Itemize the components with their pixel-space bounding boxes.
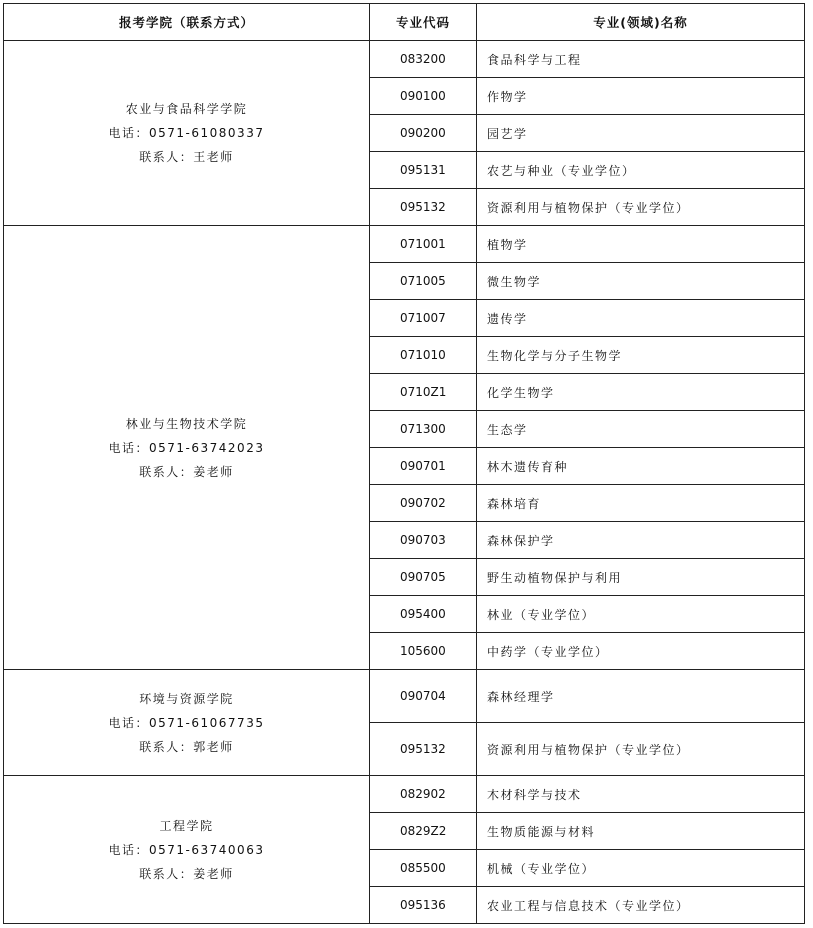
college-contact: 联系人：姜老师	[139, 464, 234, 479]
major-name: 森林保护学	[477, 522, 805, 559]
college-phone: 电话：0571-63740063	[108, 842, 265, 857]
college-college: 工程学院	[159, 818, 214, 833]
college-college: 农业与食品科学学院	[125, 102, 248, 116]
college-contact: 联系人：郭老师	[139, 739, 234, 754]
major-code: 095131	[370, 152, 477, 189]
major-name: 遗传学	[477, 300, 805, 337]
college-phone: 电话：0571-61080337	[108, 126, 265, 140]
major-name: 木材科学与技术	[477, 776, 805, 813]
major-code: 095132	[370, 189, 477, 226]
major-name: 植物学	[477, 226, 805, 263]
college-cell	[4, 226, 370, 670]
major-code: 071007	[370, 300, 477, 337]
major-code: 071001	[370, 226, 477, 263]
college-contact: 联系人：姜老师	[139, 866, 234, 881]
programs-table	[3, 3, 805, 924]
major-name: 生态学	[477, 411, 805, 448]
major-code: 090704	[370, 670, 477, 723]
major-name: 生物质能源与材料	[477, 813, 805, 850]
major-code: 090701	[370, 448, 477, 485]
major-name: 园艺学	[477, 115, 805, 152]
major-code: 085500	[370, 850, 477, 887]
major-code: 090200	[370, 115, 477, 152]
major-name: 作物学	[477, 78, 805, 115]
major-name: 林木遗传育种	[477, 448, 805, 485]
major-name: 野生动植物保护与利用	[477, 559, 805, 596]
college-college: 环境与资源学院	[139, 691, 234, 706]
major-code: 090703	[370, 522, 477, 559]
major-name: 食品科学与工程	[477, 41, 805, 78]
college-contact: 联系人：王老师	[139, 150, 234, 164]
table-row	[4, 670, 805, 723]
college-phone: 电话：0571-61067735	[108, 715, 265, 730]
major-code: 090702	[370, 485, 477, 522]
major-name: 森林经理学	[477, 670, 805, 723]
major-code: 0710Z1	[370, 374, 477, 411]
major-code: 0829Z2	[370, 813, 477, 850]
major-code: 095136	[370, 887, 477, 924]
major-name: 微生物学	[477, 263, 805, 300]
header-code: 专业代码	[370, 4, 477, 41]
college-cell	[4, 670, 370, 776]
major-name: 化学生物学	[477, 374, 805, 411]
major-name: 农艺与种业（专业学位）	[477, 152, 805, 189]
major-name: 机械（专业学位）	[477, 850, 805, 887]
major-code: 095400	[370, 596, 477, 633]
college-phone: 电话：0571-63742023	[108, 440, 265, 455]
table-row	[4, 41, 805, 78]
major-code: 090705	[370, 559, 477, 596]
table-body	[4, 41, 805, 924]
major-name: 生物化学与分子生物学	[477, 337, 805, 374]
college-college: 林业与生物技术学院	[125, 416, 248, 431]
major-code: 071005	[370, 263, 477, 300]
header-college: 报考学院（联系方式）	[4, 4, 370, 41]
college-cell	[4, 776, 370, 924]
major-code: 095132	[370, 723, 477, 776]
major-code: 090100	[370, 78, 477, 115]
major-code: 071300	[370, 411, 477, 448]
table-row	[4, 226, 805, 263]
college-cell	[4, 41, 370, 226]
header-name: 专业(领域)名称	[477, 4, 805, 41]
major-code: 071010	[370, 337, 477, 374]
major-code: 082902	[370, 776, 477, 813]
table-header-row	[4, 4, 805, 41]
table-row	[4, 776, 805, 813]
major-name: 资源利用与植物保护（专业学位）	[477, 189, 805, 226]
major-name: 林业（专业学位）	[477, 596, 805, 633]
major-name: 森林培育	[477, 485, 805, 522]
major-code: 105600	[370, 633, 477, 670]
major-name: 农业工程与信息技术（专业学位）	[477, 887, 805, 924]
major-name: 资源利用与植物保护（专业学位）	[477, 723, 805, 776]
major-code: 083200	[370, 41, 477, 78]
major-name: 中药学（专业学位）	[477, 633, 805, 670]
